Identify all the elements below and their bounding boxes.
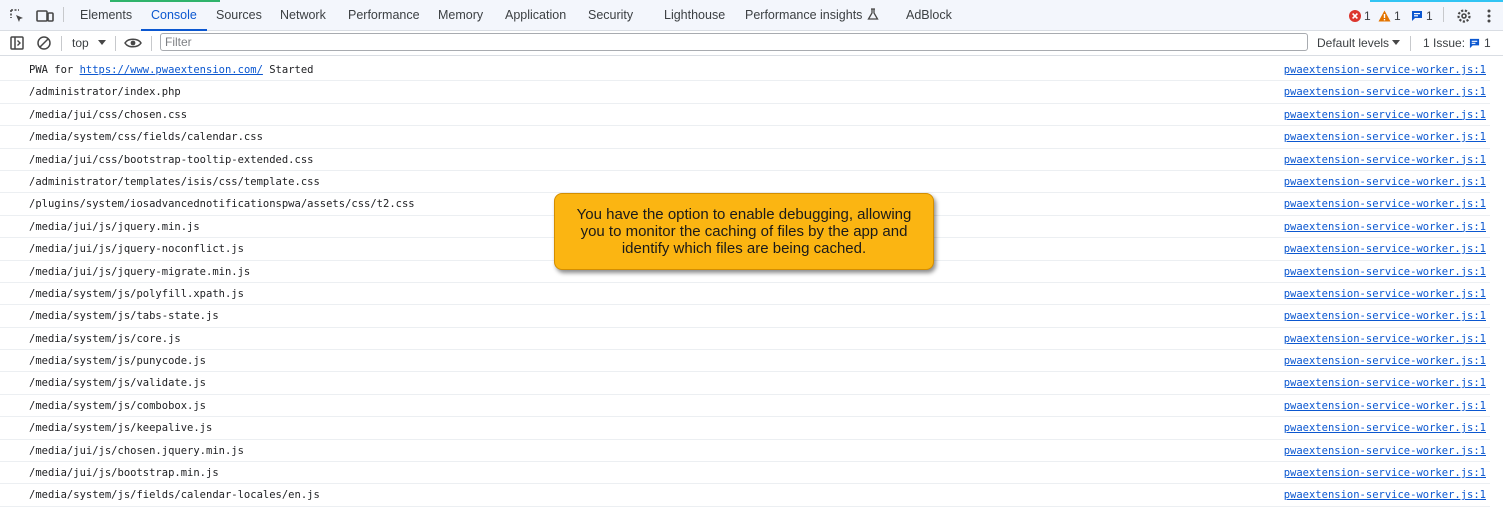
callout-text: You have the option to enable debugging, allowing you to monitor the caching of files by the app and identify which files are being cached. xyxy=(576,206,912,257)
filter-input[interactable] xyxy=(160,33,1308,51)
toolbar-divider-4 xyxy=(1410,36,1411,51)
tab-sources[interactable] xyxy=(216,0,262,31)
message-count: 1 xyxy=(1426,9,1433,23)
message-icon xyxy=(1411,10,1423,22)
tab-network[interactable] xyxy=(280,0,326,31)
console-message-row xyxy=(0,81,1490,103)
log-levels-dropdown[interactable] xyxy=(1317,36,1400,50)
source-link[interactable]: pwaextension-service-worker.js:1 xyxy=(1283,332,1486,345)
message-link[interactable]: https://www.pwaextension.com/ xyxy=(79,64,263,76)
issue-message-icon xyxy=(1469,38,1480,49)
source-link[interactable]: pwaextension-service-worker.js:1 xyxy=(1283,175,1486,188)
toolbar-divider xyxy=(61,36,62,51)
console-message-row xyxy=(0,149,1490,171)
tab-lighthouse[interactable] xyxy=(664,0,725,31)
warning-counter[interactable] xyxy=(1378,8,1401,24)
source-link[interactable]: pwaextension-service-worker.js:1 xyxy=(1283,287,1486,300)
tab-bar-divider-right xyxy=(1443,7,1444,22)
console-message-row xyxy=(0,350,1490,372)
console-log-list xyxy=(0,59,1490,507)
source-link[interactable]: pwaextension-service-worker.js:1 xyxy=(1283,265,1486,278)
console-message-row xyxy=(0,395,1490,417)
source-link[interactable]: pwaextension-service-worker.js:1 xyxy=(1283,377,1486,390)
warning-count: 1 xyxy=(1394,9,1401,23)
console-message: /media/system/js/core.js xyxy=(29,332,181,345)
tab-elements[interactable] xyxy=(80,0,132,31)
error-count: 1 xyxy=(1364,9,1371,23)
console-message: /media/jui/css/bootstrap-tooltip-extended.css xyxy=(29,153,314,166)
device-toolbar-icon[interactable] xyxy=(34,5,56,27)
console-message: /media/jui/js/jquery-migrate.min.js xyxy=(29,265,251,278)
source-link[interactable]: pwaextension-service-worker.js:1 xyxy=(1283,399,1486,412)
source-link[interactable]: pwaextension-service-worker.js:1 xyxy=(1283,86,1486,99)
experiment-flask-icon xyxy=(867,8,879,20)
warning-icon xyxy=(1378,10,1391,22)
source-link[interactable]: pwaextension-service-worker.js:1 xyxy=(1283,64,1486,76)
source-link[interactable]: pwaextension-service-worker.js:1 xyxy=(1283,198,1486,211)
more-options-icon[interactable] xyxy=(1481,5,1497,27)
tab-label: Performance insights xyxy=(745,8,863,22)
context-selector[interactable] xyxy=(72,36,106,50)
tab-label: Lighthouse xyxy=(664,8,726,22)
levels-caret-icon xyxy=(1392,40,1400,46)
message-prefix: PWA for xyxy=(29,64,80,76)
source-link[interactable]: pwaextension-service-worker.js:1 xyxy=(1283,131,1486,144)
source-link[interactable]: pwaextension-service-worker.js:1 xyxy=(1283,220,1486,233)
console-message: /media/system/js/tabs-state.js xyxy=(29,310,219,323)
console-message-row xyxy=(0,59,1490,81)
issues-count: 1 xyxy=(1484,36,1491,50)
source-link[interactable]: pwaextension-service-worker.js:1 xyxy=(1283,422,1486,435)
settings-gear-icon[interactable] xyxy=(1453,5,1475,27)
message-counter[interactable] xyxy=(1411,8,1433,24)
tab-performance[interactable] xyxy=(348,0,420,31)
console-message-row xyxy=(0,462,1490,484)
tab-console[interactable] xyxy=(151,0,197,31)
tab-label: Elements xyxy=(80,8,133,22)
console-message-row xyxy=(0,440,1490,462)
source-link[interactable]: pwaextension-service-worker.js:1 xyxy=(1283,444,1486,457)
console-message xyxy=(29,64,313,76)
console-toolbar xyxy=(0,31,1503,56)
source-link[interactable]: pwaextension-service-worker.js:1 xyxy=(1283,153,1486,166)
console-message-row xyxy=(0,283,1490,305)
console-message: /media/system/js/punycode.js xyxy=(29,355,207,368)
message-suffix: Started xyxy=(262,64,314,76)
tab-memory[interactable] xyxy=(438,0,483,31)
console-message-row xyxy=(0,372,1490,394)
dropdown-caret-icon xyxy=(98,40,106,46)
live-expression-eye-icon[interactable] xyxy=(122,32,144,54)
console-message: /media/system/js/keepalive.js xyxy=(29,422,213,435)
console-message-row xyxy=(0,484,1490,506)
console-message-row xyxy=(0,417,1490,439)
tab-adblock[interactable] xyxy=(906,0,952,31)
console-message-row xyxy=(0,104,1490,126)
error-counter[interactable] xyxy=(1349,8,1371,24)
tip-callout xyxy=(554,193,934,270)
console-message: /media/system/css/fields/calendar.css xyxy=(29,131,263,144)
console-message-row xyxy=(0,305,1490,327)
source-link[interactable]: pwaextension-service-worker.js:1 xyxy=(1283,243,1486,256)
console-message: /media/system/js/fields/calendar-locales/en.js xyxy=(29,489,320,502)
console-message: /media/jui/js/bootstrap.min.js xyxy=(29,467,219,480)
tab-label: Memory xyxy=(438,8,484,22)
tab-label: Performance xyxy=(348,8,420,22)
issues-label: 1 Issue: xyxy=(1423,36,1466,50)
console-message: /media/system/js/validate.js xyxy=(29,377,207,390)
sidebar-toggle-icon[interactable] xyxy=(6,32,28,54)
tab-application[interactable] xyxy=(505,0,566,31)
source-link[interactable]: pwaextension-service-worker.js:1 xyxy=(1283,467,1486,480)
console-message: /media/jui/css/chosen.css xyxy=(29,108,188,121)
toolbar-divider-3 xyxy=(151,36,152,51)
tab-label: Network xyxy=(280,8,326,22)
console-message: /plugins/system/iosadvancednotificationspwa/assets/css/t2.css xyxy=(29,198,415,211)
console-message-row xyxy=(0,171,1490,193)
log-levels-label: Default levels xyxy=(1317,36,1390,50)
inspect-element-icon[interactable] xyxy=(6,5,28,27)
console-message: /media/jui/js/chosen.jquery.min.js xyxy=(29,444,244,457)
tab-security[interactable] xyxy=(588,0,633,31)
issues-button[interactable] xyxy=(1423,36,1491,50)
tab-label: Sources xyxy=(216,8,262,22)
console-message: /media/system/js/polyfill.xpath.js xyxy=(29,287,244,300)
tab-performance-insights[interactable] xyxy=(745,0,879,31)
source-link[interactable]: pwaextension-service-worker.js:1 xyxy=(1283,489,1486,502)
tab-label: Console xyxy=(151,8,197,22)
clear-console-icon[interactable] xyxy=(33,32,55,54)
tab-label: Application xyxy=(505,8,567,22)
tab-label: Security xyxy=(588,8,634,22)
console-message: /media/jui/js/jquery.min.js xyxy=(29,220,200,233)
source-link[interactable]: pwaextension-service-worker.js:1 xyxy=(1283,108,1486,121)
toolbar-divider-2 xyxy=(115,36,116,51)
console-message: /administrator/index.php xyxy=(29,86,181,99)
error-icon xyxy=(1349,10,1361,22)
tab-bar-accent-cyan xyxy=(1370,0,1503,2)
tab-label: AdBlock xyxy=(906,8,952,22)
console-message-row xyxy=(0,126,1490,148)
context-label: top xyxy=(72,36,89,50)
console-message: /media/jui/js/jquery-noconflict.js xyxy=(29,243,244,256)
console-message: /administrator/templates/isis/css/template.css xyxy=(29,175,320,188)
source-link[interactable]: pwaextension-service-worker.js:1 xyxy=(1283,310,1486,323)
console-message-row xyxy=(0,328,1490,350)
source-link[interactable]: pwaextension-service-worker.js:1 xyxy=(1283,355,1486,368)
console-message: /media/system/js/combobox.js xyxy=(29,399,207,412)
tab-bar-divider xyxy=(63,7,64,22)
devtools-tab-bar xyxy=(0,0,1503,31)
